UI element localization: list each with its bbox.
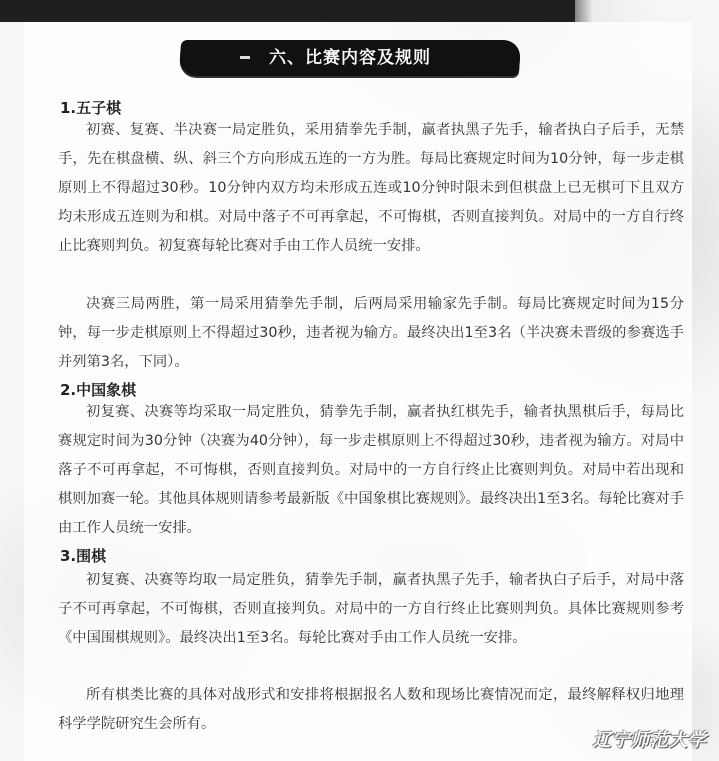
gomoku-rules-paragraph: 初赛、复赛、半决赛一局定胜负，采用猜拳先手制，赢者执黑子先手，输者执白子后手，无禁手，先在棋盘横、纵、斜三个方向形成五连的一方为胜。每局比赛规定时间为10分钟，每一步走棋原则上不得超过30秒。10分钟内双方均未形成五连或10分钟时限未到但棋盘上已无棋可下且双方均未形成五连则为和棋。对局中落子不可再拿起，不可悔棋，否则直接判负。对局中的一方自行终止比赛则判负。初复赛每轮比赛对手由工作人员统一安排。 — [58, 122, 684, 254]
heading-chinese-chess: 2.中国象棋 — [60, 381, 137, 399]
go-rules-paragraph: 初复赛、决赛等均取一局定胜负，猜拳先手制，赢者执黑子先手，输者执白子后手，对局中落子不可再拿起，不可悔棋，否则直接判负。对局中的一方自行终止比赛则判负。具体比赛规则参考《中国围棋规则》。最终决出1至3名。每轮比赛对手由工作人员统一安排。 — [58, 572, 684, 646]
heading-go: 3.围棋 — [60, 547, 107, 565]
university-logo-text: 辽宁师范大学 — [593, 730, 707, 751]
top-ink-strip — [0, 0, 575, 22]
gomoku-final-paragraph: 决赛三局两胜，第一局采用猜拳先手制，后两局采用输家先手制。每局比赛规定时间为15分钟，每一步走棋原则上不得超过30秒，违者视为输方。最终决出1至3名（半决赛未晋级的参赛选手并列第3名，下同）。 — [58, 296, 684, 370]
section-title: 六、比赛内容及规则 — [180, 40, 520, 76]
closing-paragraph: 所有棋类比赛的具体对战形式和安排将根据报名人数和现场比赛情况而定，最终解释权归地理科学学院研究生会所有。 — [58, 687, 684, 732]
chinese-chess-rules-paragraph: 初复赛、决赛等均采取一局定胜负，猜拳先手制，赢者执红棋先手，输者执黑棋后手，每局比赛规定时间为30分钟（决赛为40分钟），每一步走棋原则上不得超过30秒，违者视为输方。对局中落子不可再拿起，不可悔棋，否则直接判负。对局中的一方自行终止比赛则判负。对局中若出现和棋则加赛一轮。其他具体规则请参考最新版《中国象棋比赛规则》。最终决出1至3名。每轮比赛对手由工作人员统一安排。 — [58, 404, 684, 536]
heading-gomoku: 1.五子棋 — [60, 99, 122, 117]
